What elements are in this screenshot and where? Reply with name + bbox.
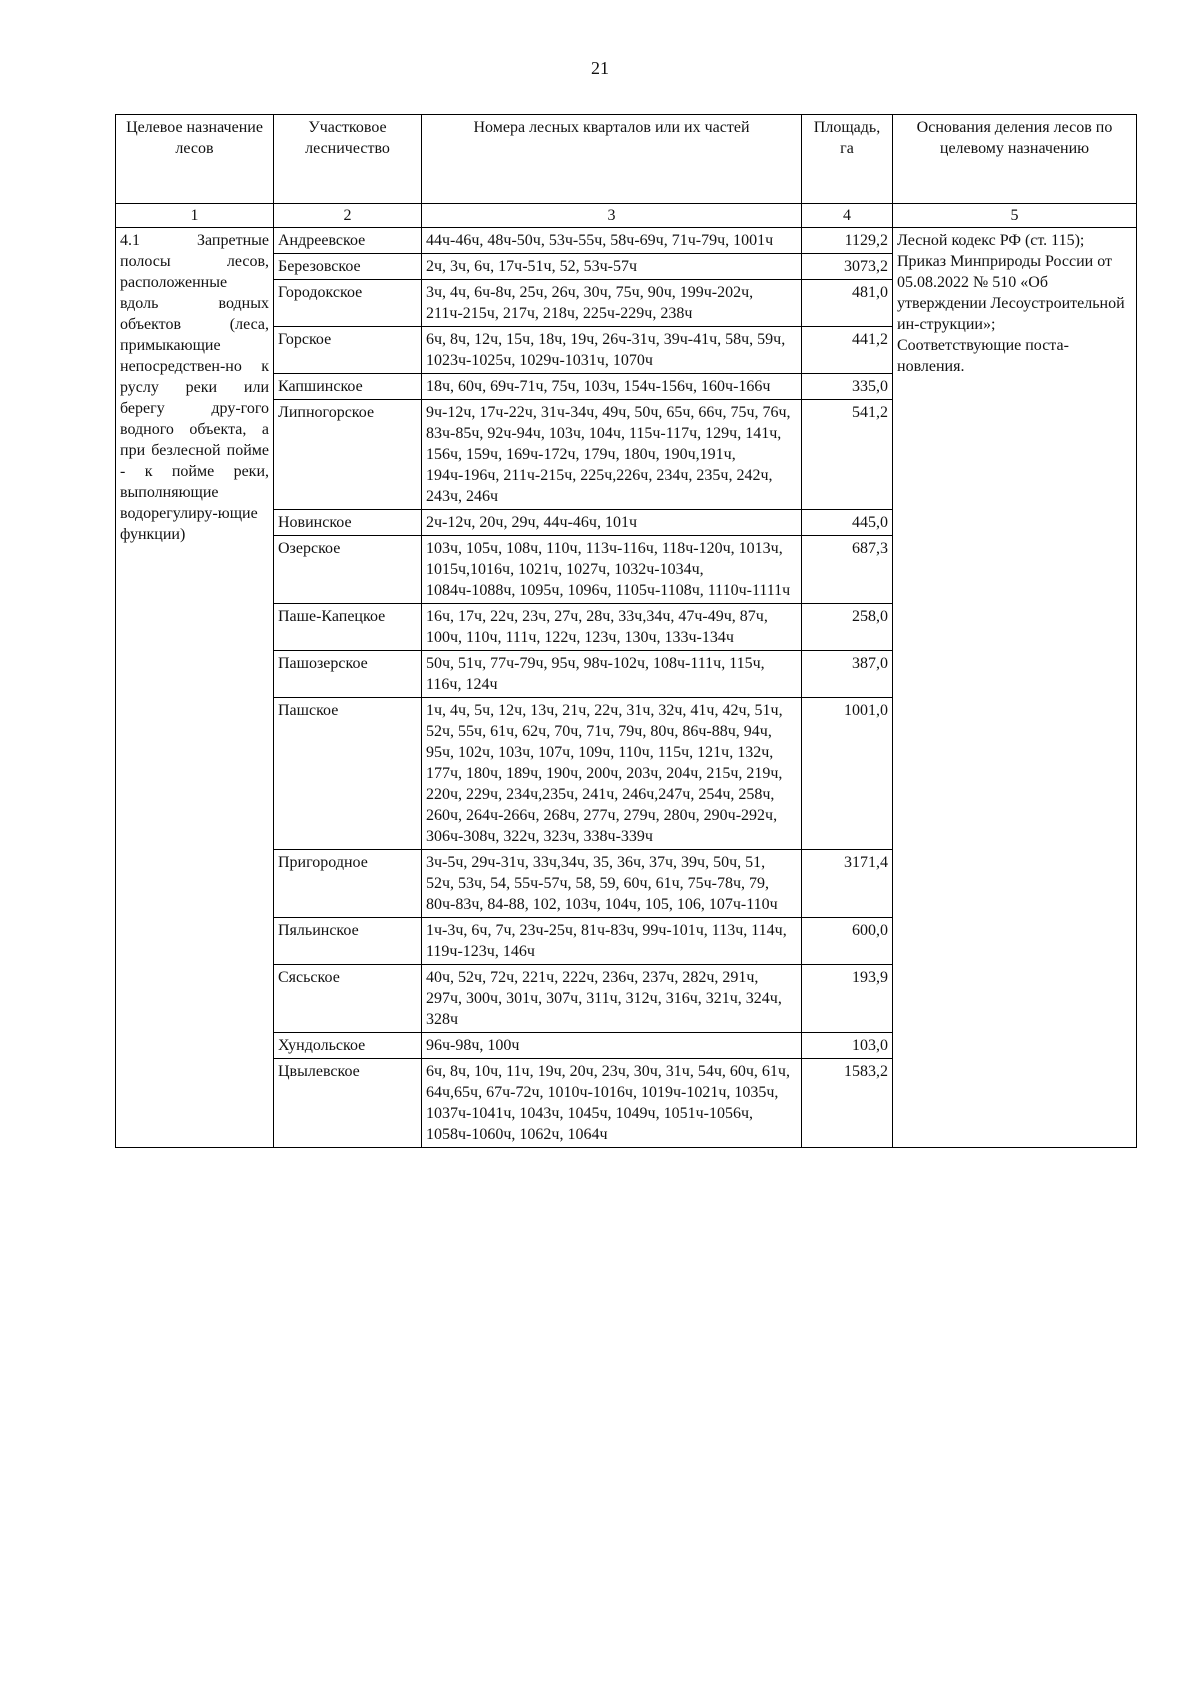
purpose-cell: 4.1 Запретные полосы лесов, расположенные вдоль водных объектов (леса, примыкающие непосредствен-но к руслу реки или берегу дру-гого водного объекта, а при безлесной пойме - к пойме реки, выполняющие водорегулиру-ющие функции) [116,228,274,1148]
basis-line: Лесной кодекс РФ (ст. 115); [897,232,1085,249]
area-cell: 600,0 [802,918,893,965]
header-basis: Основания деления лесов по целевому назначению [893,115,1137,204]
area-cell: 445,0 [802,510,893,536]
area-cell: 3073,2 [802,254,893,280]
forestry-cell: Сясьское [274,965,422,1033]
forestry-cell: Капшинское [274,374,422,400]
quarters-cell: 6ч, 8ч, 12ч, 15ч, 18ч, 19ч, 26ч-31ч, 39ч-41ч, 58ч, 59ч, 1023ч-1025ч, 1029ч-1031ч, 1070ч [422,327,802,374]
area-cell: 1001,0 [802,698,893,850]
quarters-cell: 1ч-3ч, 6ч, 7ч, 23ч-25ч, 81ч-83ч, 99ч-101ч, 113ч, 114ч, 119ч-123ч, 146ч [422,918,802,965]
forestry-cell: Городокское [274,280,422,327]
forestry-cell: Паше-Капецкое [274,604,422,651]
quarters-cell: 6ч, 8ч, 10ч, 11ч, 19ч, 20ч, 23ч, 30ч, 31ч, 54ч, 60ч, 61ч, 64ч,65ч, 67ч-72ч, 1010ч-1016ч, 1019ч-1021ч, 1035ч, 1037ч-1041ч, 1043ч, 1045ч, 1049ч, 1051ч-1056ч, 1058ч-1060ч, 1062ч, 1064ч [422,1059,802,1148]
area-cell: 103,0 [802,1033,893,1059]
area-cell: 481,0 [802,280,893,327]
forestry-cell: Пашозерское [274,651,422,698]
quarters-cell: 2ч-12ч, 20ч, 29ч, 44ч-46ч, 101ч [422,510,802,536]
table-header-row [116,115,1137,204]
table-body [116,228,1137,1148]
basis-line: Приказ Минприроды России от 05.08.2022 № 510 «Об утверждении Лесоустроительной ин-струкции»; [897,253,1125,333]
area-cell: 1129,2 [802,228,893,254]
quarters-cell: 44ч-46ч, 48ч-50ч, 53ч-55ч, 58ч-69ч, 71ч-79ч, 1001ч [422,228,802,254]
basis-line: Соответствующие поста-новления. [897,337,1069,375]
column-number: 1 [116,204,274,228]
column-number: 4 [802,204,893,228]
quarters-cell: 40ч, 52ч, 72ч, 221ч, 222ч, 236ч, 237ч, 282ч, 291ч, 297ч, 300ч, 301ч, 307ч, 311ч, 312ч, 316ч, 321ч, 324ч, 328ч [422,965,802,1033]
forestry-cell: Новинское [274,510,422,536]
column-number: 3 [422,204,802,228]
forestry-cell: Пашское [274,698,422,850]
quarters-cell: 103ч, 105ч, 108ч, 110ч, 113ч-116ч, 118ч-120ч, 1013ч, 1015ч,1016ч, 1021ч, 1027ч, 1032ч-1034ч, 1084ч-1088ч, 1095ч, 1096ч, 1105ч-1108ч, 1110ч-1111ч [422,536,802,604]
quarters-cell: 18ч, 60ч, 69ч-71ч, 75ч, 103ч, 154ч-156ч, 160ч-166ч [422,374,802,400]
area-cell: 3171,4 [802,850,893,918]
quarters-cell: 16ч, 17ч, 22ч, 23ч, 27ч, 28ч, 33ч,34ч, 47ч-49ч, 87ч, 100ч, 110ч, 111ч, 122ч, 123ч, 130ч, 133ч-134ч [422,604,802,651]
forestry-cell: Липногорское [274,400,422,510]
quarters-cell: 50ч, 51ч, 77ч-79ч, 95ч, 98ч-102ч, 108ч-111ч, 115ч, 116ч, 124ч [422,651,802,698]
column-number: 2 [274,204,422,228]
page-number: 21 [591,58,609,78]
area-cell: 387,0 [802,651,893,698]
area-cell: 193,9 [802,965,893,1033]
header-quarters: Номера лесных кварталов или их частей [422,115,802,204]
area-cell: 687,3 [802,536,893,604]
forestry-cell: Озерское [274,536,422,604]
forestry-cell: Хундольское [274,1033,422,1059]
quarters-cell: 3ч, 4ч, 6ч-8ч, 25ч, 26ч, 30ч, 75ч, 90ч, 199ч-202ч, 211ч-215ч, 217ч, 218ч, 225ч-229ч, 238ч [422,280,802,327]
quarters-cell: 1ч, 4ч, 5ч, 12ч, 13ч, 21ч, 22ч, 31ч, 32ч, 41ч, 42ч, 51ч, 52ч, 55ч, 61ч, 62ч, 70ч, 71ч, 79ч, 80ч, 86ч-88ч, 94ч, 95ч, 102ч, 103ч, 107ч, 109ч, 110ч, 115ч, 121ч, 132ч, 177ч, 180ч, 189ч, 190ч, 200ч, 203ч, 204ч, 215ч, 219ч, 220ч, 229ч, 234ч,235ч, 241ч, 246ч,247ч, 254ч, 258ч, 260ч, 264ч-266ч, 268ч, 277ч, 279ч, 280ч, 290ч-292ч, 306ч-308ч, 322ч, 323ч, 338ч-339ч [422,698,802,850]
forestry-cell: Андреевское [274,228,422,254]
forestry-cell: Березовское [274,254,422,280]
header-area: Площадь, га [802,115,893,204]
quarters-cell: 2ч, 3ч, 6ч, 17ч-51ч, 52, 53ч-57ч [422,254,802,280]
area-cell: 335,0 [802,374,893,400]
forestry-cell: Цвылевское [274,1059,422,1148]
quarters-cell: 3ч-5ч, 29ч-31ч, 33ч,34ч, 35, 36ч, 37ч, 39ч, 50ч, 51, 52ч, 53ч, 54, 55ч-57ч, 58, 59, 60ч, 61ч, 75ч-78ч, 79, 80ч-83ч, 84-88, 102, 103ч, 104ч, 105, 106, 107ч-110ч [422,850,802,918]
area-cell: 258,0 [802,604,893,651]
area-cell: 541,2 [802,400,893,510]
area-cell: 1583,2 [802,1059,893,1148]
quarters-cell: 9ч-12ч, 17ч-22ч, 31ч-34ч, 49ч, 50ч, 65ч, 66ч, 75ч, 76ч, 83ч-85ч, 92ч-94ч, 103ч, 104ч, 115ч-117ч, 129ч, 141ч, 156ч, 159ч, 169ч-172ч, 179ч, 180ч, 190ч,191ч, 194ч-196ч, 211ч-215ч, 225ч,226ч, 234ч, 235ч, 242ч, 243ч, 246ч [422,400,802,510]
table-row [116,228,1137,254]
column-number-row [116,204,1137,228]
header-purpose: Целевое назначение лесов [116,115,274,204]
forestry-cell: Горское [274,327,422,374]
forest-purpose-table [115,114,1137,1148]
header-forestry: Участковое лесничество [274,115,422,204]
quarters-cell: 96ч-98ч, 100ч [422,1033,802,1059]
forestry-cell: Пяльинское [274,918,422,965]
basis-cell [893,228,1137,1148]
forestry-cell: Пригородное [274,850,422,918]
area-cell: 441,2 [802,327,893,374]
column-number: 5 [893,204,1137,228]
